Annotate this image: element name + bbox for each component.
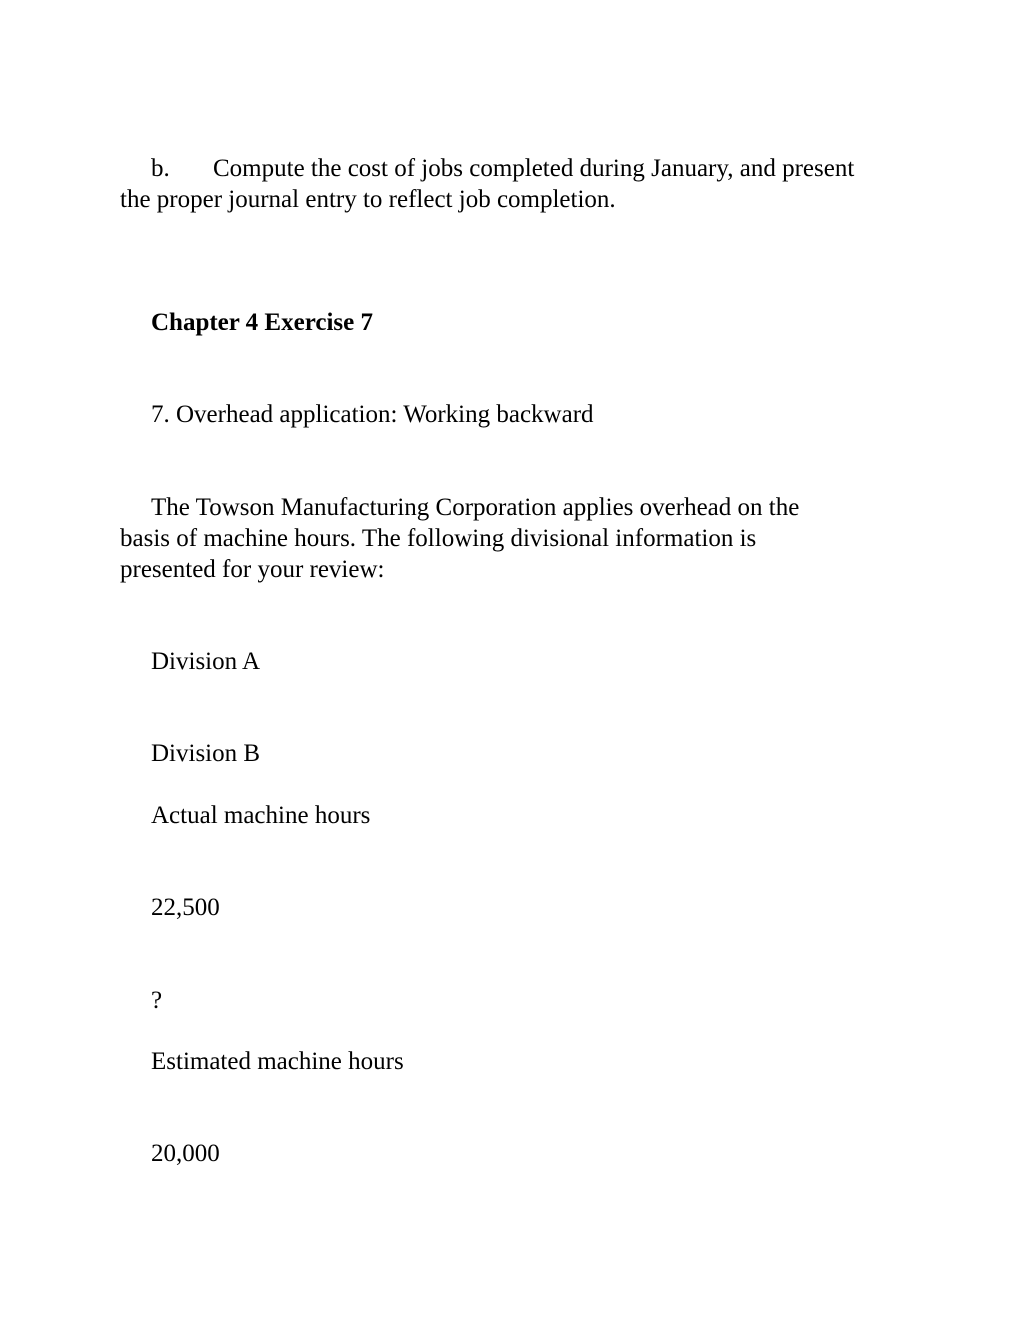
row-label-estimated-machine-hours: Estimated machine hours <box>151 1048 404 1075</box>
actual-hours-division-b: ? <box>151 987 163 1014</box>
question-b-text-1: Compute the cost of jobs completed during January, and present <box>213 155 855 182</box>
row-label-actual-machine-hours: Actual machine hours <box>151 802 371 829</box>
column-header-division-a: Division A <box>151 648 261 675</box>
intro-line-1: The Towson Manufacturing Corporation applies overhead on the <box>151 494 800 521</box>
estimated-hours-division-a: 20,000 <box>151 1140 220 1167</box>
exercise-title: 7. Overhead application: Working backward <box>151 401 594 428</box>
column-header-division-b: Division B <box>151 740 261 767</box>
intro-line-2: basis of machine hours. The following divisional information is <box>120 525 757 552</box>
intro-line-3: presented for your review: <box>120 556 385 583</box>
question-b-line-2: the proper journal entry to reflect job completion. <box>120 186 616 213</box>
question-b-marker: b. <box>151 155 170 182</box>
exercise-heading: Chapter 4 Exercise 7 <box>151 309 373 336</box>
question-b-line-1 <box>151 153 854 184</box>
actual-hours-division-a: 22,500 <box>151 894 220 921</box>
